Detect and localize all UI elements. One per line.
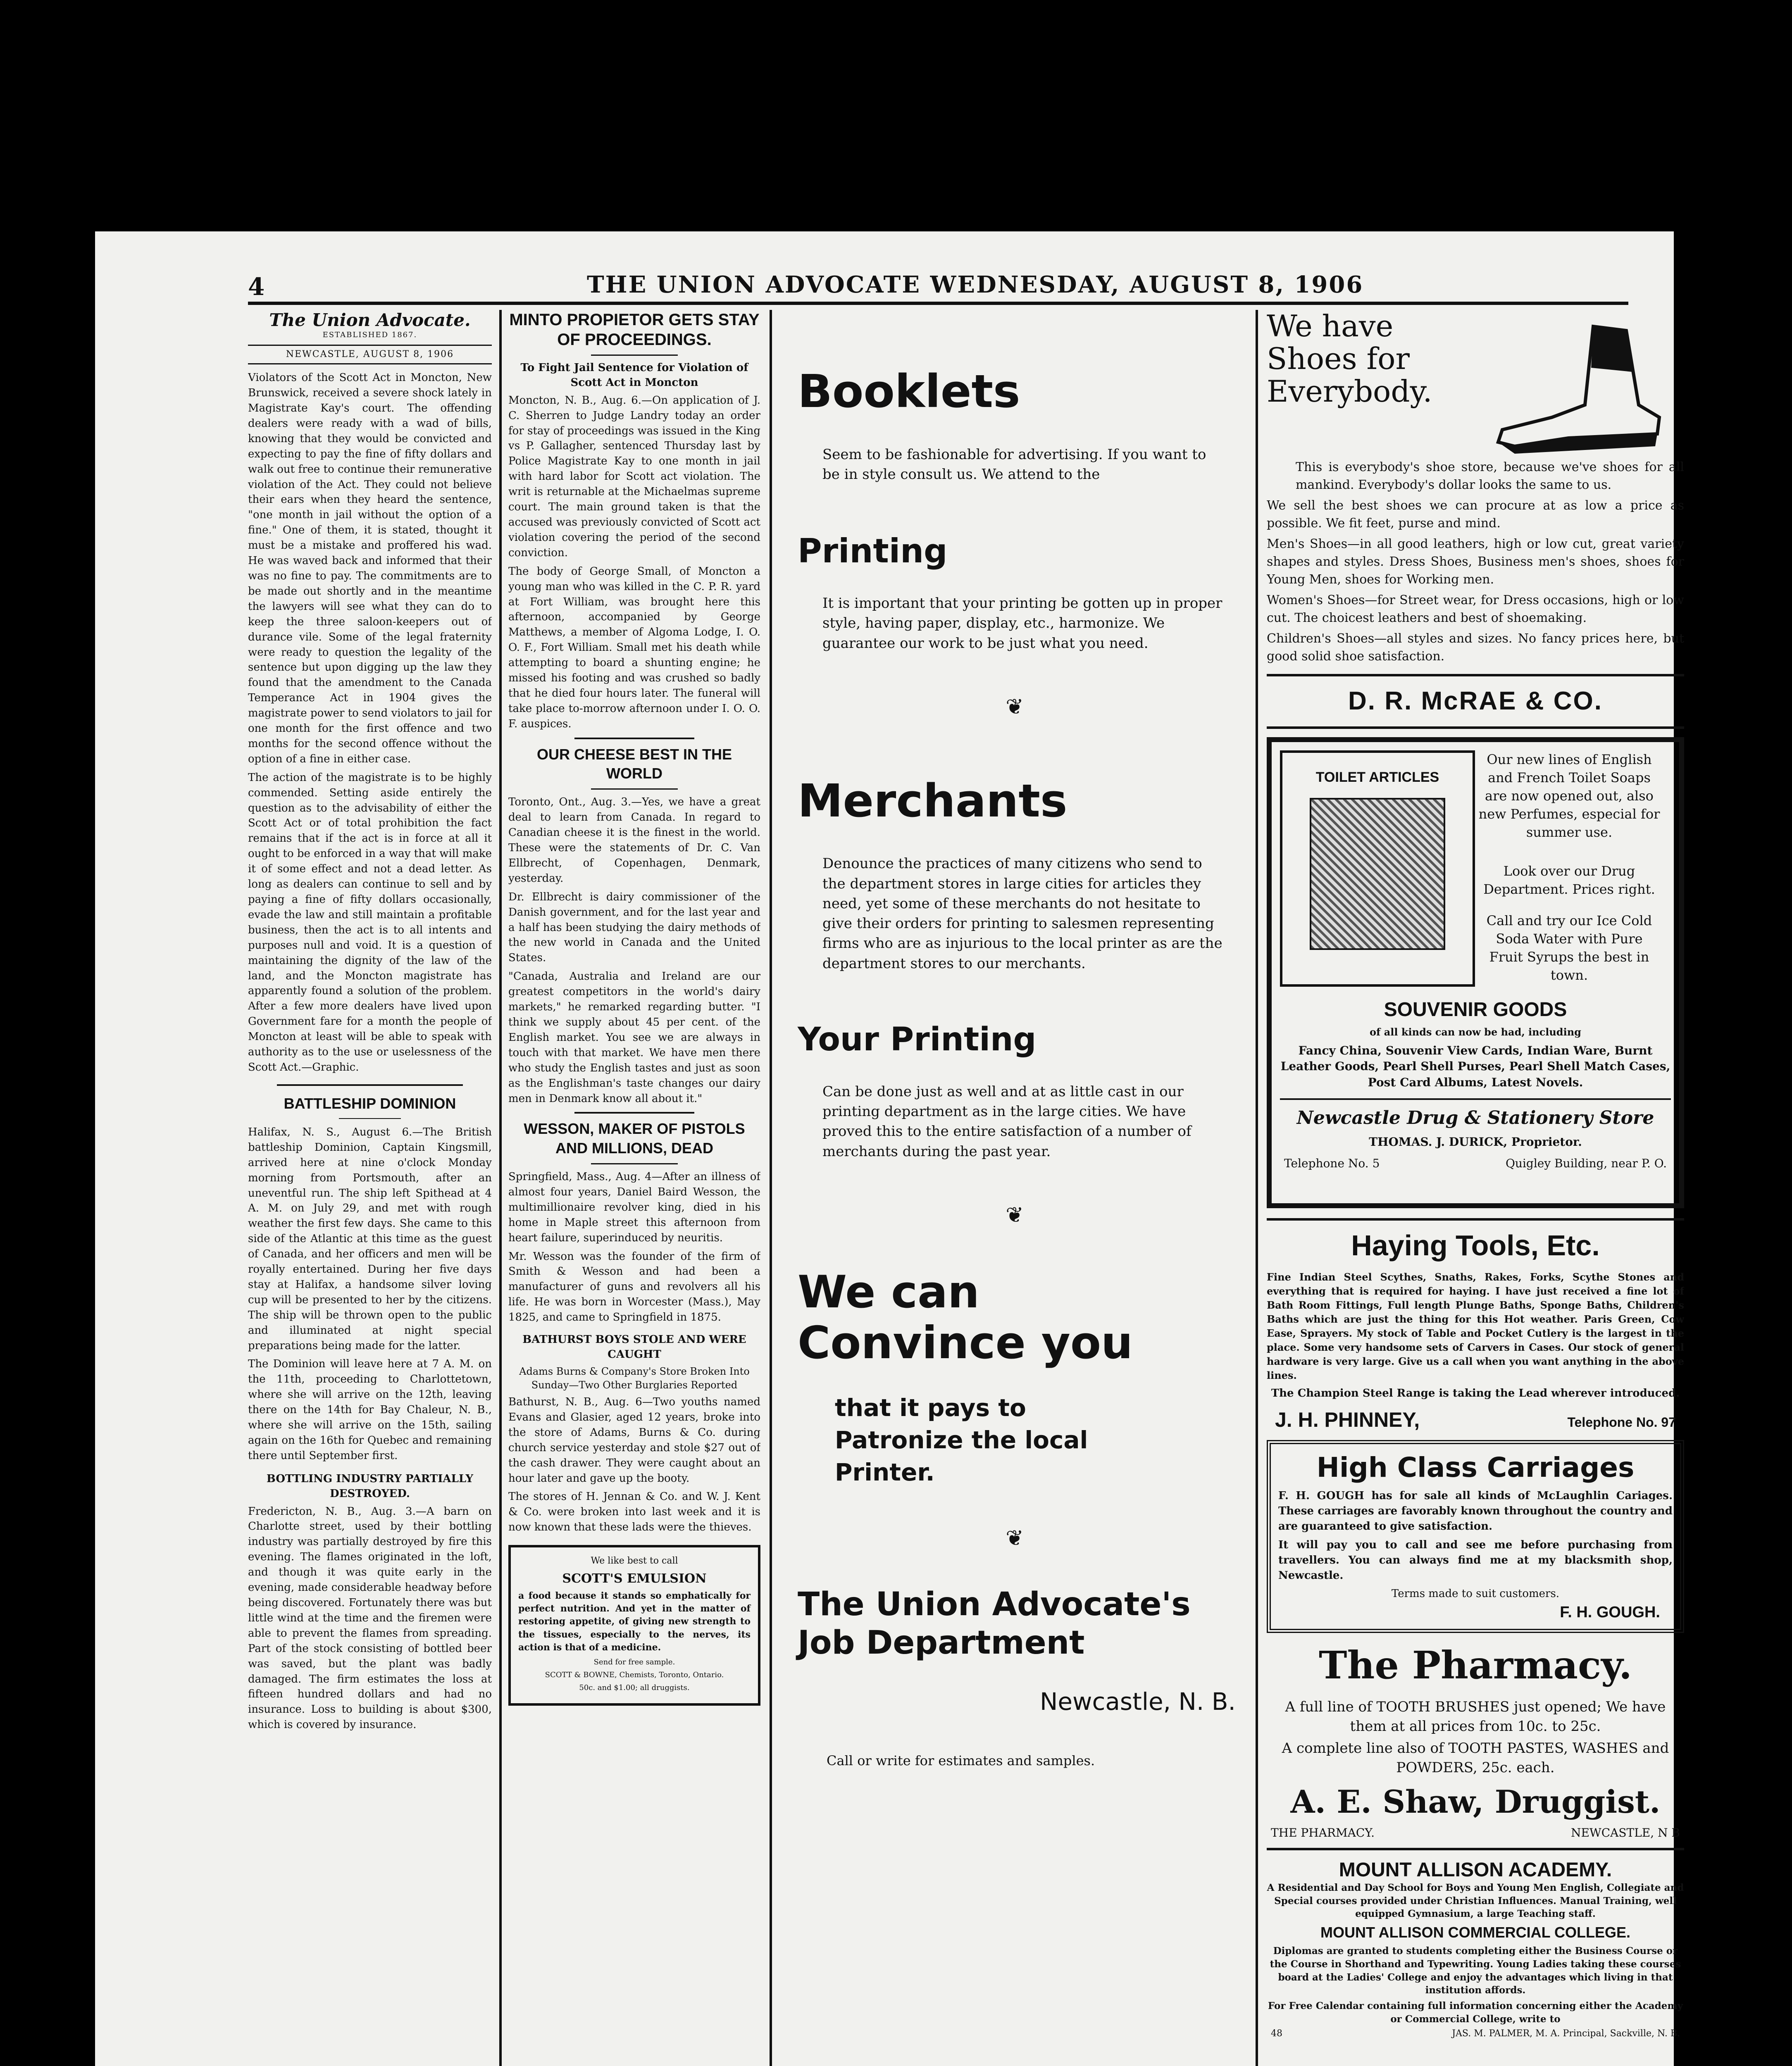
header-rule xyxy=(248,302,1628,305)
ornament-icon: ❦ xyxy=(1006,694,1024,719)
shoes-text: This is everybody's shoe store, because we've shoes for all mankind. Everybody's dollar looks the same to us. xyxy=(1296,460,1684,492)
ad-product-name: SCOTT'S EMULSION xyxy=(562,1571,707,1586)
department-heading-2: Job Department xyxy=(798,1624,1085,1662)
pharmacy-heading: The Pharmacy. xyxy=(1319,1643,1632,1688)
department-heading-1: The Union Advocate's xyxy=(798,1585,1191,1623)
article-paragraph: The body of George Small, of Moncton a young man who was killed in the C. P. R. yard at Fort William, was brought here this afternoon, accompanied by George Matthews, a member of Algoma Lodge, I. O. O. F., Fort William. Small met his death while attempting to board a shunting engine; he missed his footing and was crushed so badly that he died four hours later. The funeral will take place to-morrow afternoon under I. O. O. F. auspices. xyxy=(508,565,760,730)
article-paragraph: "Canada, Australia and Ireland are our greatest competitors in the world's dairy markets," he remarked regarding butter. "I think we supply about 45 per cent. of the English market. You see we are always in touch with that market. We have men there who study the English tastes and just as soon as the Englishman's taste changes our dairy men in Denmark know all about it." xyxy=(508,970,760,1105)
column-2 xyxy=(508,310,760,2066)
your-printing-heading: Your Printing xyxy=(798,1021,1037,1058)
telephone-number: Telephone No. 5 xyxy=(1284,1157,1380,1171)
shaw-footer-row xyxy=(1271,1826,1680,1840)
headline: BATTLESHIP DOMINION xyxy=(284,1095,456,1112)
merchants-heading: Merchants xyxy=(798,774,1068,827)
column-4-ads xyxy=(1267,310,1684,2066)
article-paragraph: Mr. Wesson was the founder of the firm of Smith & Wesson and had been a manufacturer of guns and revolvers all his life. He was born in Worcester (Mass.), May 1825, and came to Springfield in 1875. xyxy=(508,1250,760,1324)
carriages-text: It will pay you to call and see me before purchasing from travellers. You can always find me at my blacksmith shop, Newcastle. xyxy=(1278,1538,1673,1582)
mcrae-name: D. R. McRAE & CO. xyxy=(1348,686,1603,715)
convince-heading-2: Convince you xyxy=(798,1317,1133,1369)
ad-line: SCOTT & BOWNE, Chemists, Toronto, Ontario. xyxy=(545,1670,724,1679)
boot-icon xyxy=(1490,322,1663,455)
souvenir-heading: SOUVENIR GOODS xyxy=(1384,998,1567,1021)
toilet-articles-illustration xyxy=(1310,798,1445,950)
article-paragraph: Dr. Ellbrecht is dairy commissioner of the Danish government, and for the last year and a half has been studying the dairy methods of the new world in Canada and the United States. xyxy=(508,890,760,964)
headline: BOTTLING INDUSTRY PARTIALLY DESTROYED. xyxy=(266,1472,474,1500)
scotts-emulsion-ad xyxy=(508,1545,760,1705)
shaw-location: NEWCASTLE, N B xyxy=(1570,1826,1680,1840)
booklets-heading: Booklets xyxy=(798,365,1020,418)
article-paragraph: Toronto, Ont., Aug. 3.—Yes, we have a great deal to learn from Canada. In regard to Canadian cheese it is the finest in the world. These were the statements of Dr. C. Van Ellbrecht, of Copenhagen, Denmark, yesterday. xyxy=(508,796,760,885)
phinney-telephone: Telephone No. 97 xyxy=(1567,1415,1676,1430)
mens-shoes-text: Men's Shoes—in all good leathers, high or low cut, great variety shapes and styles. Dress Shoes, Business men's shoes, shoes for Young Men, shoes for Working men. xyxy=(1267,537,1684,587)
column-1 xyxy=(248,310,492,2066)
separator xyxy=(574,1112,694,1114)
ad-line: 50c. and $1.00; all druggists. xyxy=(579,1683,690,1692)
toilet-articles-label: TOILET ARTICLES xyxy=(1315,769,1439,785)
college-heading: MOUNT ALLISON COMMERCIAL COLLEGE. xyxy=(1320,1924,1630,1941)
headline: BATHURST BOYS STOLE AND WERE CAUGHT xyxy=(522,1333,746,1361)
booklets-text: Seem to be fashionable for advertising. If you want to be in style consult us. We attend to the xyxy=(822,446,1206,483)
shaw-heading: A. E. Shaw, Druggist. xyxy=(1290,1783,1661,1820)
store-location: Quigley Building, near P. O. xyxy=(1505,1157,1667,1171)
separator xyxy=(574,738,694,739)
rule xyxy=(1267,674,1684,676)
article-paragraph: Moncton, N. B., Aug. 6.—On application of J. C. Sherren to Judge Landry today an order for stay of proceedings was issued in the King vs P. Gallagher, sentenced Thursday last by Police Magistrate Kay to one month in jail with hard labor for Scott act violation. The writ is returnable at the Michaelmas supreme court. The main ground taken is that the accused was previously convicted of Scott act violation covering the period of the second conviction. xyxy=(508,394,760,559)
carriages-heading: High Class Carriages xyxy=(1316,1452,1635,1484)
article-paragraph: The stores of H. Jennan & Co. and W. J. Kent & Co. were broken into last week and it is now known that these lads were the thieves. xyxy=(508,1490,760,1534)
separator xyxy=(591,1163,678,1164)
call-text: Call or write for estimates and samples. xyxy=(827,1753,1095,1769)
dateline: NEWCASTLE, AUGUST 8, 1906 xyxy=(286,349,454,359)
your-printing-text: Can be done just as well and at as little cast in our printing department as in the large cities. We have proved this to the entire satisfaction of a number of merchants during the past year. xyxy=(822,1083,1191,1160)
established-line: ESTABLISHED 1867. xyxy=(322,331,417,339)
rule xyxy=(1267,726,1684,729)
ornament-icon: ❦ xyxy=(1006,1526,1024,1551)
shoes-ad-header xyxy=(1267,310,1684,459)
subheadline: Adams Burns & Company's Store Broken Into Sunday—Two Other Burglaries Reported xyxy=(519,1365,750,1391)
drug-store-text: Call and try our Ice Cold Soda Water with Pure Fruit Syrups the best in town. xyxy=(1486,912,1652,983)
principal-line: JAS. M. PALMER, M. A. Principal, Sackville, N. B. xyxy=(1452,2028,1680,2039)
editorial-paragraph: Violators of the Scott Act in Moncton, New Brunswick, received a severe shock lately in Magistrate Kay's court. The offending dealers were ready with a wad of bills, knowing that they would be convicted and expecting to pay the fine of fifty dollars and walk out free to continue their remunerative violation of the Act. They could not believe their ears when they heard the sentence, "one month in jail without the option of a fine." One of them, it is stated, thought it must be a mistake and proffered his wad. He was waved back and informed that their was no fine to pay. The commitments are to be made out shortly and in the meantime the lawyers will see what they can do to keep the three saloon-keepers out of durance vile. Some of the legal fraternity were ready to question the legality of the sentence but upon digging up the law they found that the amendment to the Canada Temperance Act in 1904 gives the magistrate power to send violators to jail for one month for the first offence and two months for the second offence without the option of a fine in either case. xyxy=(248,371,492,765)
rule xyxy=(248,363,492,364)
shoes-text: We sell the best shoes we can procure at as low a price as possible. We fit feet, purse and mind. xyxy=(1267,498,1684,531)
shoes-heading: We have Shoes for Everybody. xyxy=(1267,310,1432,409)
drug-store-name: Newcastle Drug & Stationery Store xyxy=(1296,1107,1654,1128)
article-paragraph: Bathurst, N. B., Aug. 6—Two youths named Evans and Glasier, aged 12 years, broke into the store of Adams, Burns & Co. during church service yesterday and stole $27 out of the cash drawer. They were caught about an hour later and gave up the booty. xyxy=(508,1396,760,1485)
patronize-text: that it pays to Patronize the local Printer. xyxy=(835,1393,1088,1487)
womens-shoes-text: Women's Shoes—for Street wear, for Dress occasions, high or low cut. The choicest leathers and best of shoemaking. xyxy=(1267,593,1684,625)
corner-number: 48 xyxy=(1271,2028,1282,2039)
subheadline: To Fight Jail Sentence for Violation of Scott Act in Moncton xyxy=(520,362,748,389)
separator xyxy=(277,1084,463,1086)
headline: MINTO PROPIETOR GETS STAY OF PROCEEDINGS. xyxy=(509,311,760,349)
gough-signature: F. H. GOUGH. xyxy=(1560,1604,1660,1621)
phinney-name: J. H. PHINNEY, xyxy=(1275,1408,1420,1432)
pharmacy-text: A full line of TOOTH BRUSHES just opened; We have them at all prices from 10c. to 25c. xyxy=(1285,1699,1666,1735)
ad-line: Send for free sample. xyxy=(593,1658,675,1667)
drug-store-ad xyxy=(1267,737,1684,1208)
principal-row xyxy=(1271,2028,1680,2039)
drug-store-text: Look over our Drug Department. Prices right. xyxy=(1483,863,1655,897)
page-header xyxy=(95,231,1674,302)
phinney-row xyxy=(1275,1408,1676,1432)
editorial-paragraph: The action of the magistrate is to be highly commended. Setting aside entirely the question as to the advisability of either the Scott Act or of total prohibition the fact remains that if the act is in force at all it ought to be enforced in a way that will make it of some effect and not a dead letter. As long as dealers can continue to sell and by paying a fine of fifty dollars occasionally, evade the law and still maintain a profitable business, then the act is to all intents and purposes null and void. It is a question of maintaining the dignity of the law of the land, and the Moncton magistrate has apparently found a solution of the problem. After a few more dealers have lived upon Government fare for a month the people of Moncton at least will be able to speak with authority as to the use or uselessness of the Scott Act.—Graphic. xyxy=(248,771,492,1073)
article-paragraph: Fredericton, N. B., Aug. 3.—A barn on Charlotte street, used by their bottling industry was partially destroyed by fire this evening. The flames originated in the loft, and though it was quite early in the evening, made considerable headway before being discovered. Fortunately there was but little wind at the time and the firemen were able to prevent the flames from spreading. Part of the stock consisting of bottled beer was saved, but the plant was badly damaged. The firm estimates the loss at fifteen hundred dollars and had no insurance. Loss to building is about $300, which is covered by insurance. xyxy=(248,1505,492,1731)
convince-heading-1: We can xyxy=(798,1266,979,1318)
ad-line: We like best to call xyxy=(591,1556,678,1566)
allison-heading: MOUNT ALLISON ACADEMY. xyxy=(1339,1859,1612,1881)
newspaper-page xyxy=(95,231,1684,2066)
column-rule xyxy=(770,310,772,2066)
merchants-text: Denounce the practices of many citizens who send to the department stores in large cities for articles they need, yet some of these merchants do not hesitate to give their orders for printing to salesmen representing firms who are as injurious to the local printer as are the department stores to our merchants. xyxy=(822,855,1222,972)
printing-text: It is important that your printing be gotten up in proper style, having paper, display, etc., harmonize. We guarantee our work to be just what you need. xyxy=(822,595,1222,652)
article-paragraph: Springfield, Mass., Aug. 4—After an illness of almost four years, Daniel Baird Wesson, the multimillionaire revolver king, died in his home in Maple street this afternoon from heart failure, superinduced by neuritis. xyxy=(508,1171,760,1244)
column-3-job-department-ad xyxy=(781,310,1248,2066)
toilet-articles-picture xyxy=(1280,750,1475,987)
ornament-icon: ❦ xyxy=(1006,1202,1024,1228)
terms-text: Terms made to suit customers. xyxy=(1391,1587,1560,1600)
haying-text: Fine Indian Steel Scythes, Snaths, Rakes, Forks, Scythe Stones and everything that is required for haying. I have just received a fine lot of Bath Room Fittings, Full length Plunge Baths, Sponge Baths, Children's Baths which are just the thing for this Hot weather. Paris Green, Cow Ease, Sprayers. My stock of Table and Pocket Cutlery is the largest in the place. Some very handsome sets of Carvers in Cases. Our stock of general hardware is very large. Give us a call when you want anything in the above lines. xyxy=(1267,1271,1684,1382)
ad-body: a food because it stands so emphatically for perfect nutrition. And yet in the matter of restoring appetite, of giving new strength to the tissues, especially to the nerves, its action is that of a medicine. xyxy=(518,1590,751,1653)
separator xyxy=(591,355,678,356)
rule xyxy=(248,345,492,346)
column-rule xyxy=(1256,310,1258,2066)
running-masthead: THE UNION ADVOCATE WEDNESDAY, AUGUST 8, 1906 xyxy=(587,271,1364,298)
article-paragraph: Halifax, N. S., August 6.—The British battleship Dominion, Captain Kingsmill, arrived here at nine o'clock Monday morning from Portsmouth, after an uneventful run. The ship left Spithead at 4 A. M. on July 29, and met with rough weather the first few days. She came to this side of the Atlantic at this time as the guest of Canada, and her officers and men will be royally entertained. During her five days stay at Halifax, a handsome silver loving cup will be presented to her by the citizens. The ship will be thrown open to the public and illuminated at night special preparations being made for the latter. xyxy=(248,1126,492,1352)
rule xyxy=(1267,1218,1684,1221)
contact-row xyxy=(1284,1157,1667,1170)
place-name: Newcastle, N. B. xyxy=(1039,1688,1236,1716)
article-paragraph: The Dominion will leave here at 7 A. M. on the 11th, proceeding to Charlottetown, where she will arrive on the 12th, leaving there on the 14th for Bay Chaleur, N. B., where she will arrive on the 15th, sailing again on the 16th for Quebec and remaining there until September first. xyxy=(248,1358,492,1462)
nameplate: The Union Advocate. xyxy=(269,310,471,330)
proprietor-line: THOMAS. J. DURICK, Proprietor. xyxy=(1369,1135,1582,1149)
carriages-ad xyxy=(1267,1440,1684,1633)
headline: OUR CHEESE BEST IN THE WORLD xyxy=(536,745,732,782)
printing-heading: Printing xyxy=(798,532,948,571)
childrens-shoes-text: Children's Shoes—all styles and sizes. No fancy prices here, but good solid shoe satisfaction. xyxy=(1267,631,1684,664)
pharmacy-text: A complete line also of TOOTH PASTES, WASHES and POWDERS, 25c. each. xyxy=(1282,1740,1669,1776)
souvenir-items: Fancy China, Souvenir View Cards, Indian Ware, Burnt Leather Goods, Pearl Shell Purses, Pearl Shell Match Cases, Post Card Albums, Latest Novels. xyxy=(1280,1043,1670,1089)
headline: WESSON, MAKER OF PISTOLS AND MILLIONS, DEAD xyxy=(524,1120,745,1157)
separator xyxy=(339,1118,401,1119)
souvenir-subheading: of all kinds can now be had, including xyxy=(1370,1026,1581,1038)
champion-text: The Champion Steel Range is taking the Lead wherever introduced. xyxy=(1271,1387,1680,1400)
carriages-text: F. H. GOUGH has for sale all kinds of McLaughlin Cariages. These carriages are favorably known throughout the country and are guaranteed to give satisfaction. xyxy=(1278,1490,1673,1533)
separator xyxy=(591,788,678,790)
college-text: Diplomas are granted to students completing either the Business Course or the Course in Shorthand and Typewriting. Young Ladies taking these courses board at the Ladies' College and enjoy the advantages which living in that institution affords. xyxy=(1270,1945,1681,1996)
page-number: 4 xyxy=(248,273,265,301)
shaw-label: THE PHARMACY. xyxy=(1271,1826,1375,1840)
drug-store-text: Our new lines of English and French Toilet Soaps are now opened out, also new Perfumes, especial for summer use. xyxy=(1478,751,1660,840)
rule xyxy=(1267,1848,1684,1850)
column-rule xyxy=(499,310,502,2066)
allison-text: A Residential and Day School for Boys and Young Men English, Collegiate and Special courses provided under Christian Influences. Manual Training, well equipped Gymnasium, a large Teaching staff. xyxy=(1267,1882,1684,1920)
calendar-text: For Free Calendar containing full information concerning either the Academy or Commercial College, write to xyxy=(1268,2000,1683,2025)
haying-heading: Haying Tools, Etc. xyxy=(1351,1229,1600,1261)
